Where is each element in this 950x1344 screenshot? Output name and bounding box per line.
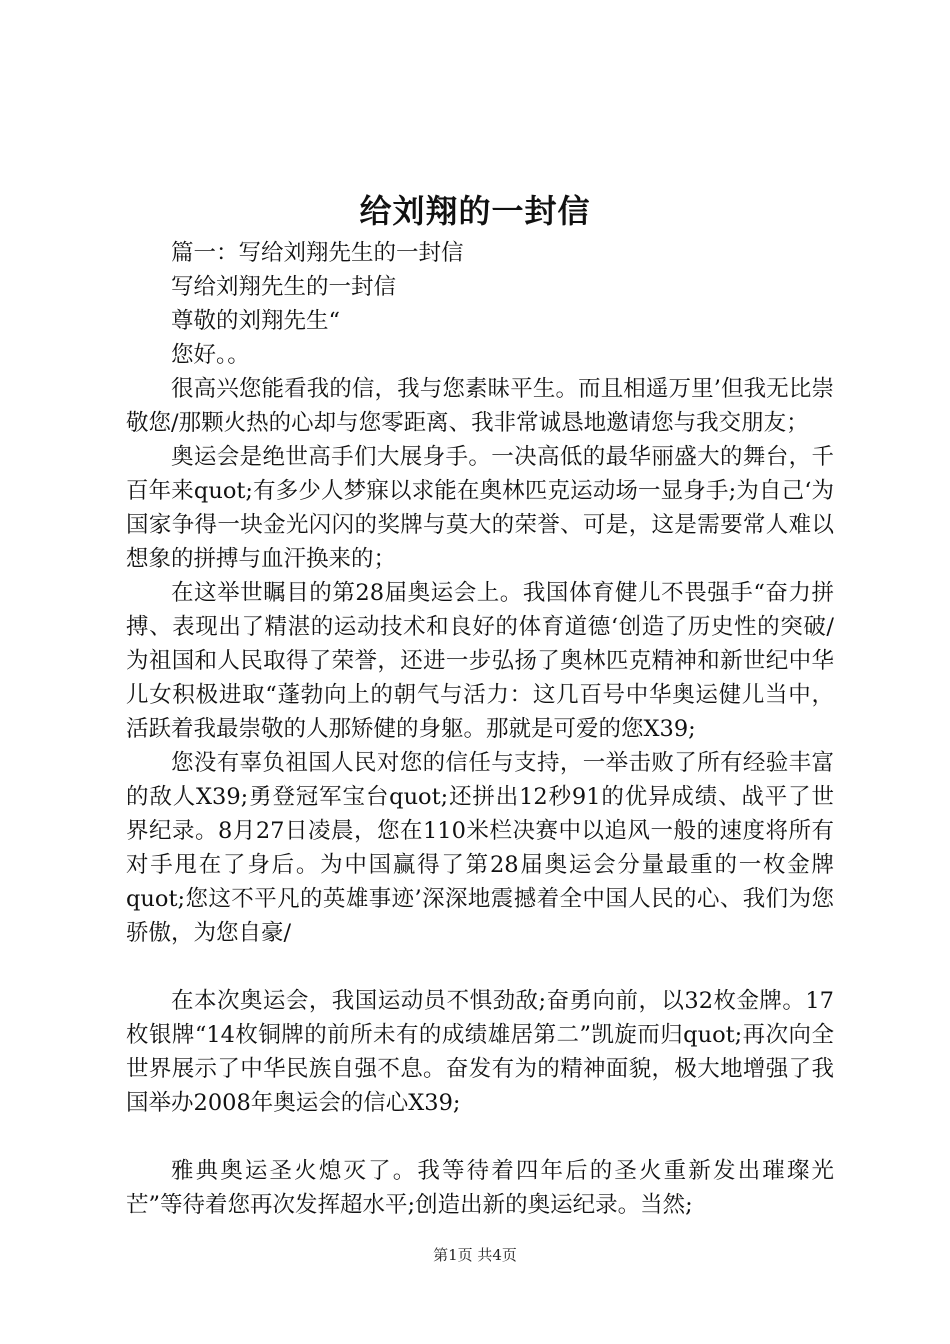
- paragraph: 奥运会是绝世高手们大展身手。一决高低的最华丽盛大的舞台，千百年来quot;有多少人梦寐以求能在奥林匹克运动场一显身手;为自己‘为国家争得一块金光闪闪的奖牌与莫大的荣誉、可是，这是需要常人难以想象的拼搏与血汗换来的；: [126, 444, 834, 572]
- paragraph: 很高兴您能看我的信，我与您素昧平生。而且相遥万里’但我无比崇敬您/那颗火热的心却与您零距离、我非常诚恳地邀请您与我交朋友；: [126, 376, 834, 436]
- document-title: 给刘翔的一封信: [359, 192, 591, 230]
- paragraph: 在本次奥运会，我国运动员不惧劲敌;奋勇向前，以32枚金牌。17枚银牌“14枚铜牌的前所未有的成绩雄居第二”凯旋而归quot;再次向全世界展示了中华民族自强不息。奋发有为的精神面貌，极大地增强了我国举办2008年奥运会的信心X39;: [126, 988, 834, 1116]
- page-number-footer: 第1页 共4页: [433, 1246, 517, 1264]
- paragraph-heading: 篇一：写给刘翔先生的一封信: [171, 240, 464, 266]
- paragraph-subtitle: 写给刘翔先生的一封信: [171, 274, 397, 300]
- paragraph-greeting: 您好。。: [171, 342, 250, 368]
- paragraph: 在这举世瞩目的第28届奥运会上。我国体育健儿不畏强手“奋力拼搏、表现出了精湛的运动技术和良好的体育道德‘创造了历史性的突破/为祖国和人民取得了荣誉，还进一步弘扬了奥林匹克精神和新世纪中华儿女积极进取“蓬勃向上的朝气与活力：这几百号中华奥运健儿当中，活跃着我最崇敬的人那矫健的身躯。那就是可爱的您X39;: [126, 580, 834, 742]
- paragraph: 您没有辜负祖国人民对您的信任与支持，一举击败了所有经验丰富的敌人X39;勇登冠军宝台quot;还拼出12秒91的优异成绩、战平了世界纪录。8月27日凌晨，您在110米栏决赛中以追风一般的速度将所有对手甩在了身后。为中国赢得了第28届奥运会分量最重的一枚金牌quot;您这不平凡的英雄事迹’深深地震撼着全中国人民的心、我们为您骄傲，为您自豪/: [126, 750, 834, 946]
- paragraph: 雅典奥运圣火熄灭了。我等待着四年后的圣火重新发出璀璨光芒”等待着您再次发挥超水平;创造出新的奥运纪录。当然;: [126, 1158, 834, 1218]
- document-body: [126, 236, 834, 1222]
- paragraph-salutation: 尊敬的刘翔先生“: [171, 308, 341, 334]
